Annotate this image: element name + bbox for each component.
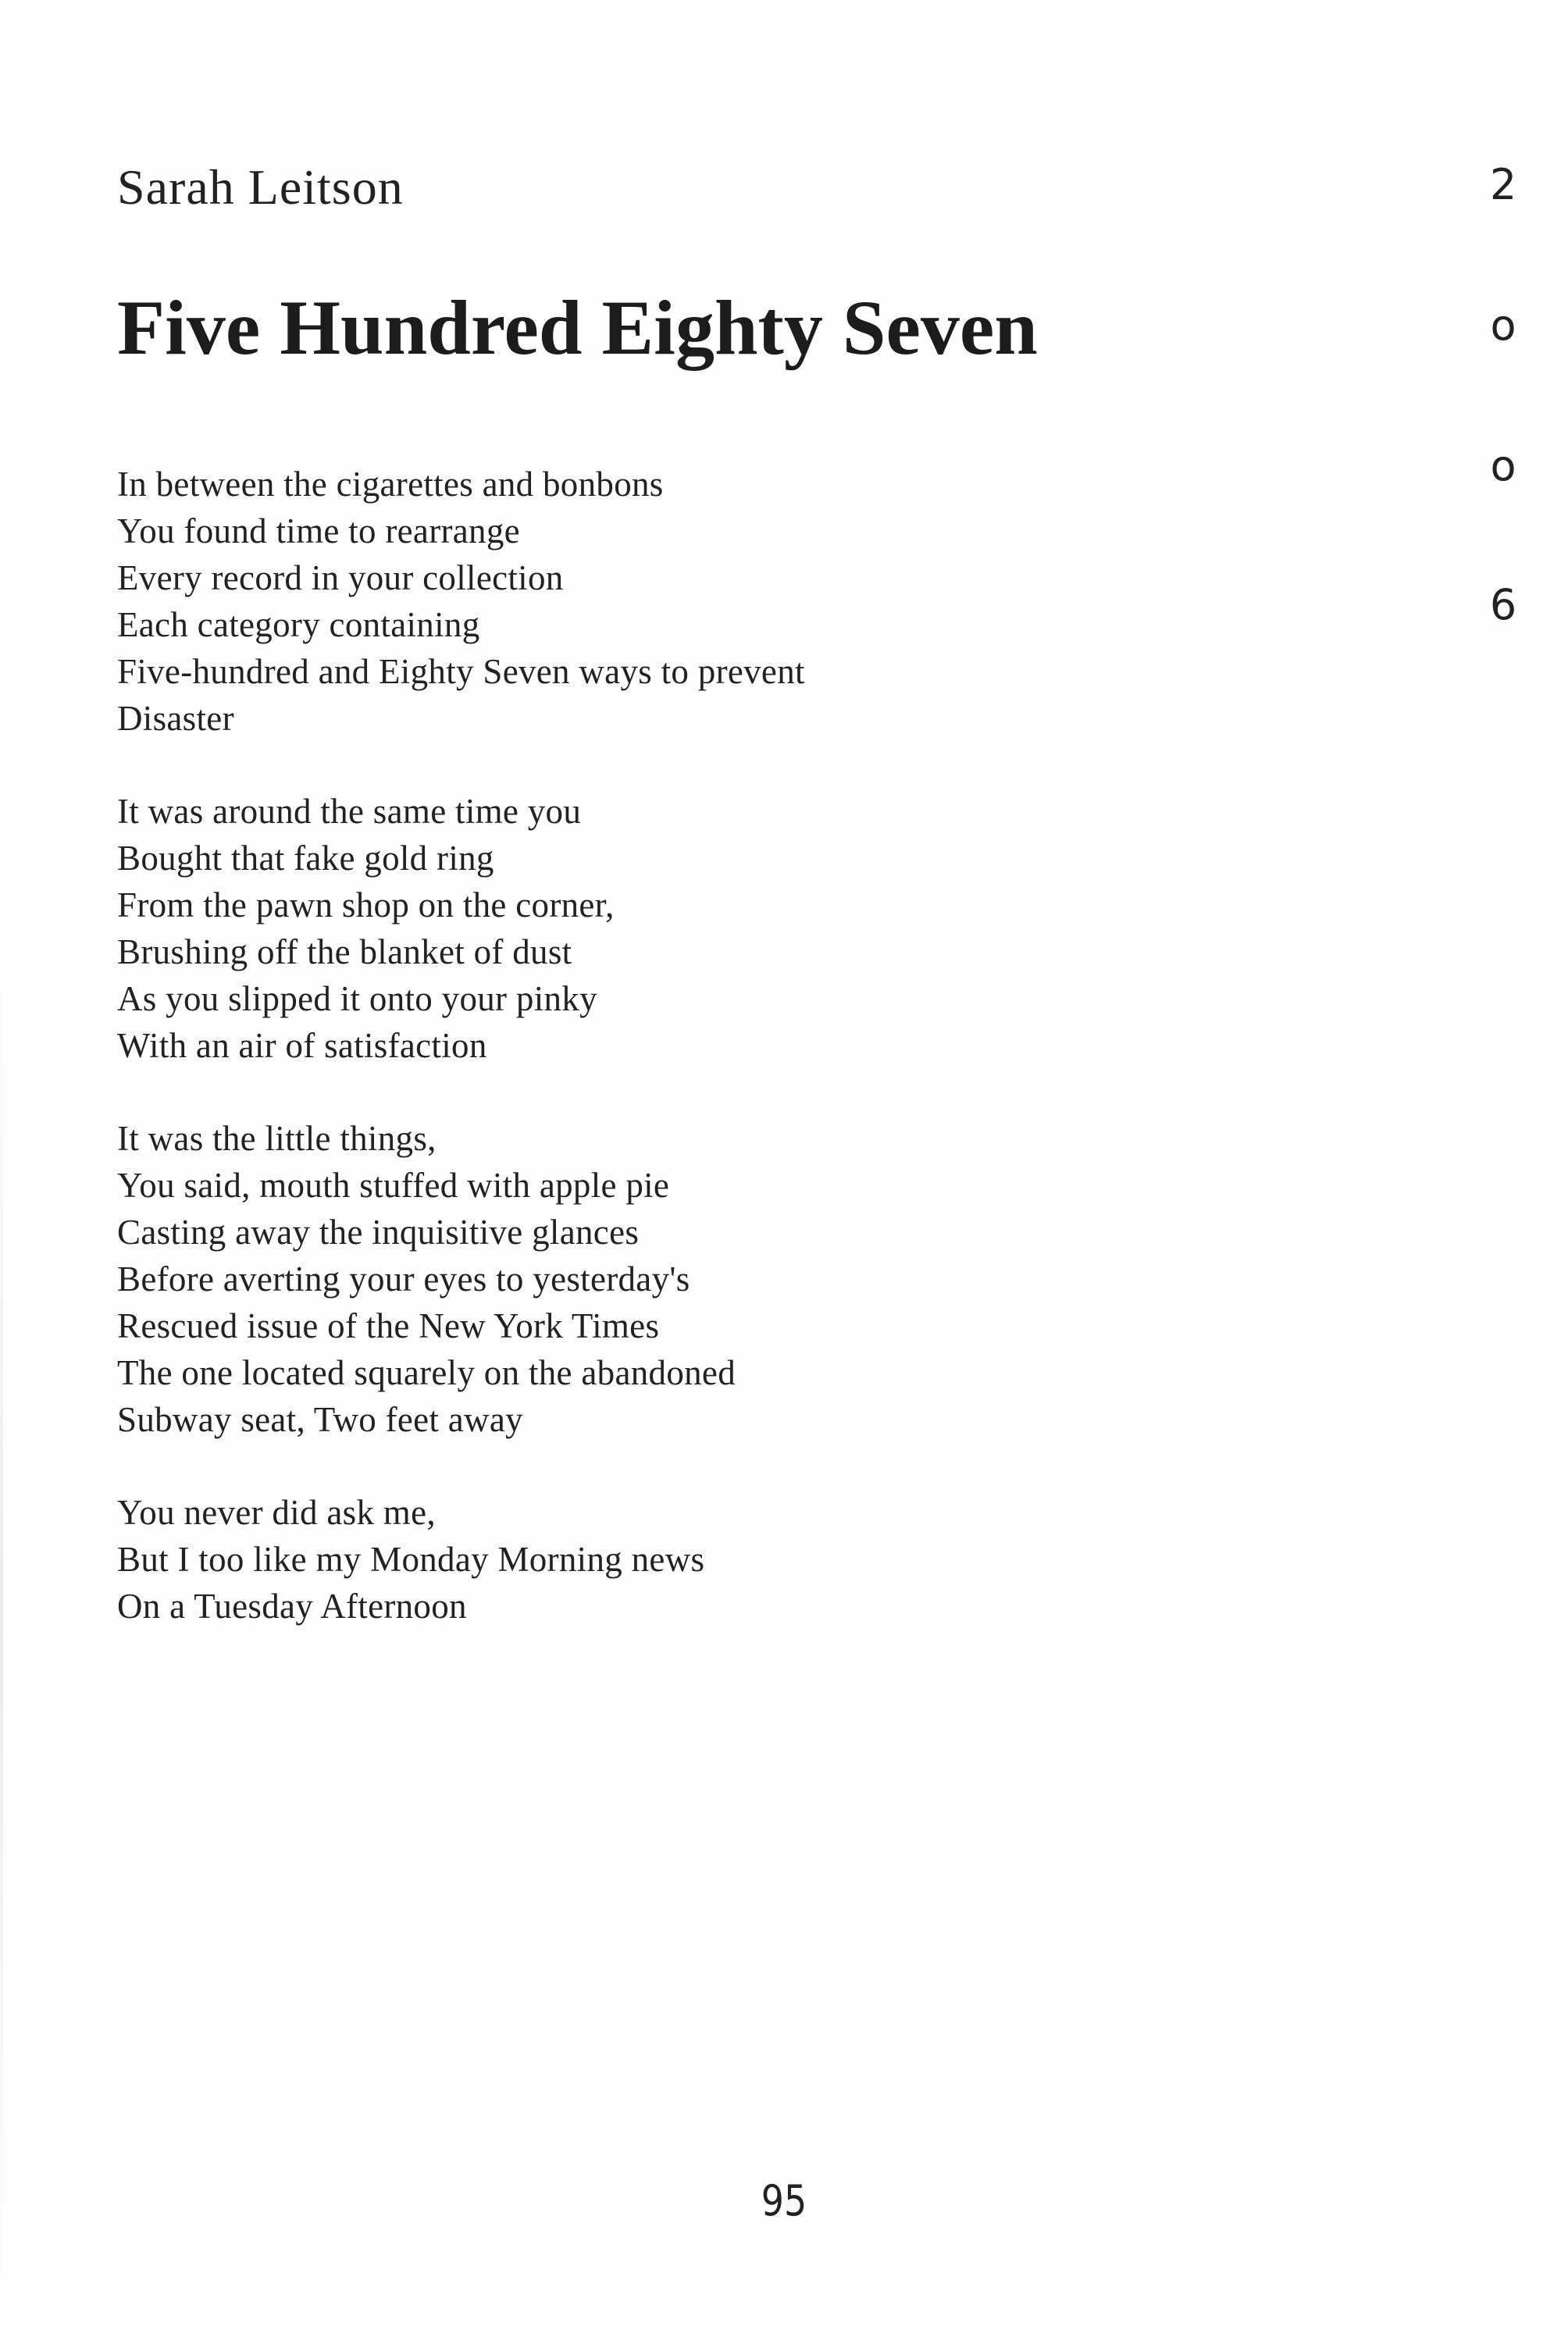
stanza xyxy=(117,1489,1288,1630)
poem-line: It was around the same time you xyxy=(117,792,582,831)
page-number: 95 xyxy=(761,2176,807,2225)
poem-line: Every record in your collection xyxy=(117,558,564,597)
poem-line: You never did ask me, xyxy=(117,1493,436,1532)
year-digit: o xyxy=(1490,441,1516,490)
poem-line: It was the little things, xyxy=(117,1119,437,1158)
year-digit: o xyxy=(1490,301,1516,350)
author-name: Sarah Leitson xyxy=(117,159,404,215)
poem-line: Rescued issue of the New York Times xyxy=(117,1306,660,1345)
poem-line: But I too like my Monday Morning news xyxy=(117,1540,705,1579)
poem-line: Five-hundred and Eighty Seven ways to prevent xyxy=(117,652,805,691)
poem-line: As you slipped it onto your pinky xyxy=(117,979,597,1018)
year-digit: 6 xyxy=(1489,580,1517,629)
scan-margin-shadow xyxy=(0,968,3,2296)
poem-line: The one located squarely on the abandoned xyxy=(117,1353,736,1392)
poem-body xyxy=(117,461,1288,1676)
poem-line: With an air of satisfaction xyxy=(117,1026,487,1065)
poem-line: Subway seat, Two feet away xyxy=(117,1400,523,1439)
poem-line: In between the cigarettes and bonbons xyxy=(117,465,664,504)
poem-line: Bought that fake gold ring xyxy=(117,839,494,878)
stanza xyxy=(117,461,1288,742)
poem-line: You said, mouth stuffed with apple pie xyxy=(117,1166,670,1205)
poem-line: Each category containing xyxy=(117,605,480,644)
poem-line: Brushing off the blanket of dust xyxy=(117,932,572,971)
year-digit: 2 xyxy=(1489,160,1517,209)
stanza xyxy=(117,788,1288,1069)
stanza xyxy=(117,1115,1288,1443)
poem-line: Before averting your eyes to yesterday's xyxy=(117,1259,690,1299)
poem-line: Casting away the inquisitive glances xyxy=(117,1213,640,1252)
poem-line: On a Tuesday Afternoon xyxy=(117,1587,467,1626)
poem-line: Disaster xyxy=(117,699,234,738)
poem-title: Five Hundred Eighty Seven xyxy=(117,284,1038,371)
poem-line: From the pawn shop on the corner, xyxy=(117,885,615,925)
poem-line: You found time to rearrange xyxy=(117,511,520,550)
